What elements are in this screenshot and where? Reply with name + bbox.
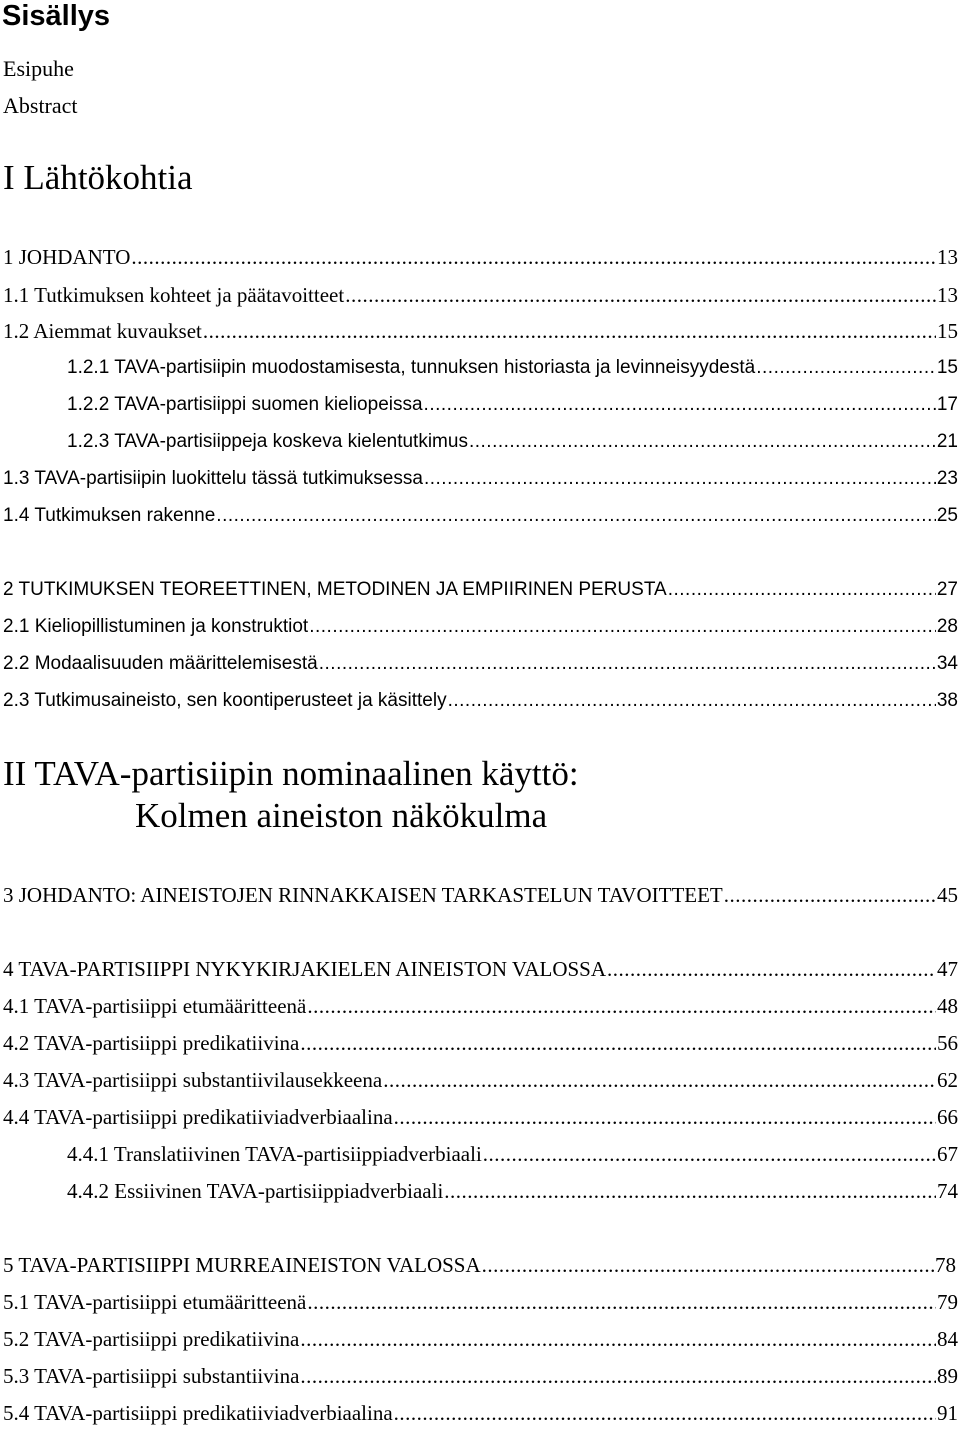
toc-entry[interactable] <box>3 882 958 908</box>
toc-leader-dots <box>383 1067 936 1093</box>
toc-page-number: 27 <box>936 579 958 600</box>
toc-page-number: 13 <box>937 283 958 307</box>
toc-leader-dots <box>300 1326 936 1352</box>
toc-entry-label: 4.4 TAVA-partisiippi predikatiiviadverbiaalina <box>3 1105 393 1129</box>
toc-entry-label: 1.2.1 TAVA-partisiipin muodostamisesta, tunnuksen historiasta ja levinneisyydestä <box>67 357 756 378</box>
toc-entry-label: 5.2 TAVA-partisiippi predikatiivina <box>3 1327 300 1351</box>
toc-page-number: 47 <box>937 957 958 981</box>
part-heading-2-subtitle: Kolmen aineiston näkökulma <box>135 796 548 835</box>
toc-leader-dots <box>319 651 936 677</box>
toc-entry-label: 2.3 Tutkimusaineisto, sen koontiperusteet ja käsittely <box>3 690 447 711</box>
toc-entry[interactable] <box>3 318 958 344</box>
toc-entry-label: 2.1 Kieliopillistuminen ja konstruktiot <box>3 616 309 637</box>
toc-entry[interactable] <box>3 503 958 529</box>
toc-page-number: 15 <box>937 319 958 343</box>
toc-page-number: 38 <box>936 690 958 711</box>
part-heading-2: II TAVA-partisiipin nominaalinen käyttö: <box>3 754 579 793</box>
toc-page-number: 89 <box>937 1364 958 1388</box>
toc-leader-dots <box>482 1252 934 1278</box>
toc-entry-label: 4.3 TAVA-partisiippi substantiivilausekkeena <box>3 1068 383 1092</box>
toc-entry-label: 4.4.2 Essiivinen TAVA-partisiippiadverbiaali <box>67 1179 444 1203</box>
toc-leader-dots <box>309 614 936 640</box>
toc-entry[interactable] <box>3 1104 958 1130</box>
toc-leader-dots <box>300 1030 936 1056</box>
toc-page-number: 45 <box>937 883 958 907</box>
toc-entry[interactable] <box>67 1178 958 1204</box>
toc-entry[interactable] <box>3 466 958 492</box>
toc-leader-dots <box>483 1141 936 1167</box>
toc-leader-dots <box>424 392 936 418</box>
toc-entry-label: 4.2 TAVA-partisiippi predikatiivina <box>3 1031 300 1055</box>
toc-leader-dots <box>444 1178 936 1204</box>
toc-entry-label: 1.1 Tutkimuksen kohteet ja päätavoitteet <box>3 283 345 307</box>
toc-entry[interactable] <box>3 688 958 714</box>
toc-page-number: 62 <box>937 1068 958 1092</box>
toc-leader-dots <box>307 1289 936 1315</box>
toc-entry[interactable] <box>3 282 958 308</box>
toc-page-number: 15 <box>936 357 958 378</box>
toc-entry-abstract[interactable]: Abstract <box>3 93 78 118</box>
toc-entry[interactable] <box>3 1252 956 1278</box>
toc-page-number: 23 <box>936 468 958 489</box>
toc-entry[interactable] <box>3 1363 958 1389</box>
toc-entry[interactable] <box>3 244 958 270</box>
toc-leader-dots <box>307 993 936 1019</box>
toc-page-number: 34 <box>936 653 958 674</box>
toc-page-number: 25 <box>936 505 958 526</box>
toc-entry[interactable] <box>3 1289 958 1315</box>
toc-entry[interactable] <box>3 1326 958 1352</box>
toc-page-number: 78 <box>935 1253 956 1277</box>
toc-leader-dots <box>216 503 936 529</box>
toc-entry-label: 5.1 TAVA-partisiippi etumääritteenä <box>3 1290 307 1314</box>
toc-entry[interactable] <box>3 614 958 640</box>
toc-entry[interactable] <box>67 355 958 381</box>
toc-leader-dots <box>756 355 936 381</box>
toc-entry-preface[interactable]: Esipuhe <box>3 56 74 81</box>
toc-entry[interactable] <box>67 1141 958 1167</box>
toc-entry-label: 1.2.3 TAVA-partisiippeja koskeva kielentutkimus <box>67 431 468 452</box>
toc-page-number: 56 <box>937 1031 958 1055</box>
toc-entry[interactable] <box>3 993 958 1019</box>
toc-page-number: 91 <box>937 1401 958 1425</box>
toc-entry-label: 1.2.2 TAVA-partisiippi suomen kieliopeissa <box>67 394 423 415</box>
toc-entry-label: 2 TUTKIMUKSEN TEOREETTINEN, METODINEN JA EMPIIRINEN PERUSTA <box>3 579 667 600</box>
toc-entry-label: 4.1 TAVA-partisiippi etumääritteenä <box>3 994 307 1018</box>
toc-entry-label: 4 TAVA-PARTISIIPPI NYKYKIRJAKIELEN AINEISTON VALOSSA <box>3 957 607 981</box>
toc-leader-dots <box>424 466 936 492</box>
toc-page-number: 66 <box>937 1105 958 1129</box>
toc-leader-dots <box>394 1104 936 1130</box>
toc-page-number: 79 <box>937 1290 958 1314</box>
toc-page-number: 84 <box>937 1327 958 1351</box>
toc-entry-label: 5.4 TAVA-partisiippi predikatiiviadverbiaalina <box>3 1401 393 1425</box>
toc-leader-dots <box>607 956 936 982</box>
toc-entry[interactable] <box>67 429 958 455</box>
toc-entry[interactable] <box>3 577 958 603</box>
toc-entry-label: 1.4 Tutkimuksen rakenne <box>3 505 216 526</box>
toc-page-number: 67 <box>937 1142 958 1166</box>
toc-entry-label: 1.3 TAVA-partisiipin luokittelu tässä tutkimuksessa <box>3 468 423 489</box>
toc-page-number: 17 <box>936 394 958 415</box>
toc-page-number: 74 <box>937 1179 958 1203</box>
toc-leader-dots <box>668 577 936 603</box>
toc-leader-dots <box>724 882 936 908</box>
toc-entry[interactable] <box>3 956 958 982</box>
toc-leader-dots <box>203 318 936 344</box>
toc-leader-dots <box>394 1400 936 1426</box>
toc-leader-dots <box>300 1363 936 1389</box>
toc-entry[interactable] <box>3 1400 958 1426</box>
toc-leader-dots <box>345 282 936 308</box>
toc-page-number: 21 <box>936 431 958 452</box>
toc-entry[interactable] <box>3 651 958 677</box>
toc-leader-dots <box>131 244 936 270</box>
toc-entry[interactable] <box>67 392 958 418</box>
toc-entry-label: 5.3 TAVA-partisiippi substantiivina <box>3 1364 300 1388</box>
toc-entry-label: 5 TAVA-PARTISIIPPI MURREAINEISTON VALOSSA <box>3 1253 481 1277</box>
toc-entry-label: 2.2 Modaalisuuden määrittelemisestä <box>3 653 318 674</box>
toc-entry-label: 1.2 Aiemmat kuvaukset <box>3 319 202 343</box>
toc-entry-label: 1 JOHDANTO <box>3 245 131 269</box>
page-title: Sisällys <box>2 0 111 32</box>
toc-entry-label: 3 JOHDANTO: AINEISTOJEN RINNAKKAISEN TARKASTELUN TAVOITTEET <box>3 883 723 907</box>
toc-page-number: 28 <box>936 616 958 637</box>
toc-leader-dots <box>448 688 936 714</box>
part-heading-1: I Lähtökohtia <box>3 158 193 197</box>
toc-entry-label: 4.4.1 Translatiivinen TAVA-partisiippiadverbiaali <box>67 1142 482 1166</box>
toc-page-number: 13 <box>937 245 958 269</box>
toc-page-number: 48 <box>937 994 958 1018</box>
toc-entry[interactable] <box>3 1067 958 1093</box>
toc-leader-dots <box>469 429 936 455</box>
toc-entry[interactable] <box>3 1030 958 1056</box>
